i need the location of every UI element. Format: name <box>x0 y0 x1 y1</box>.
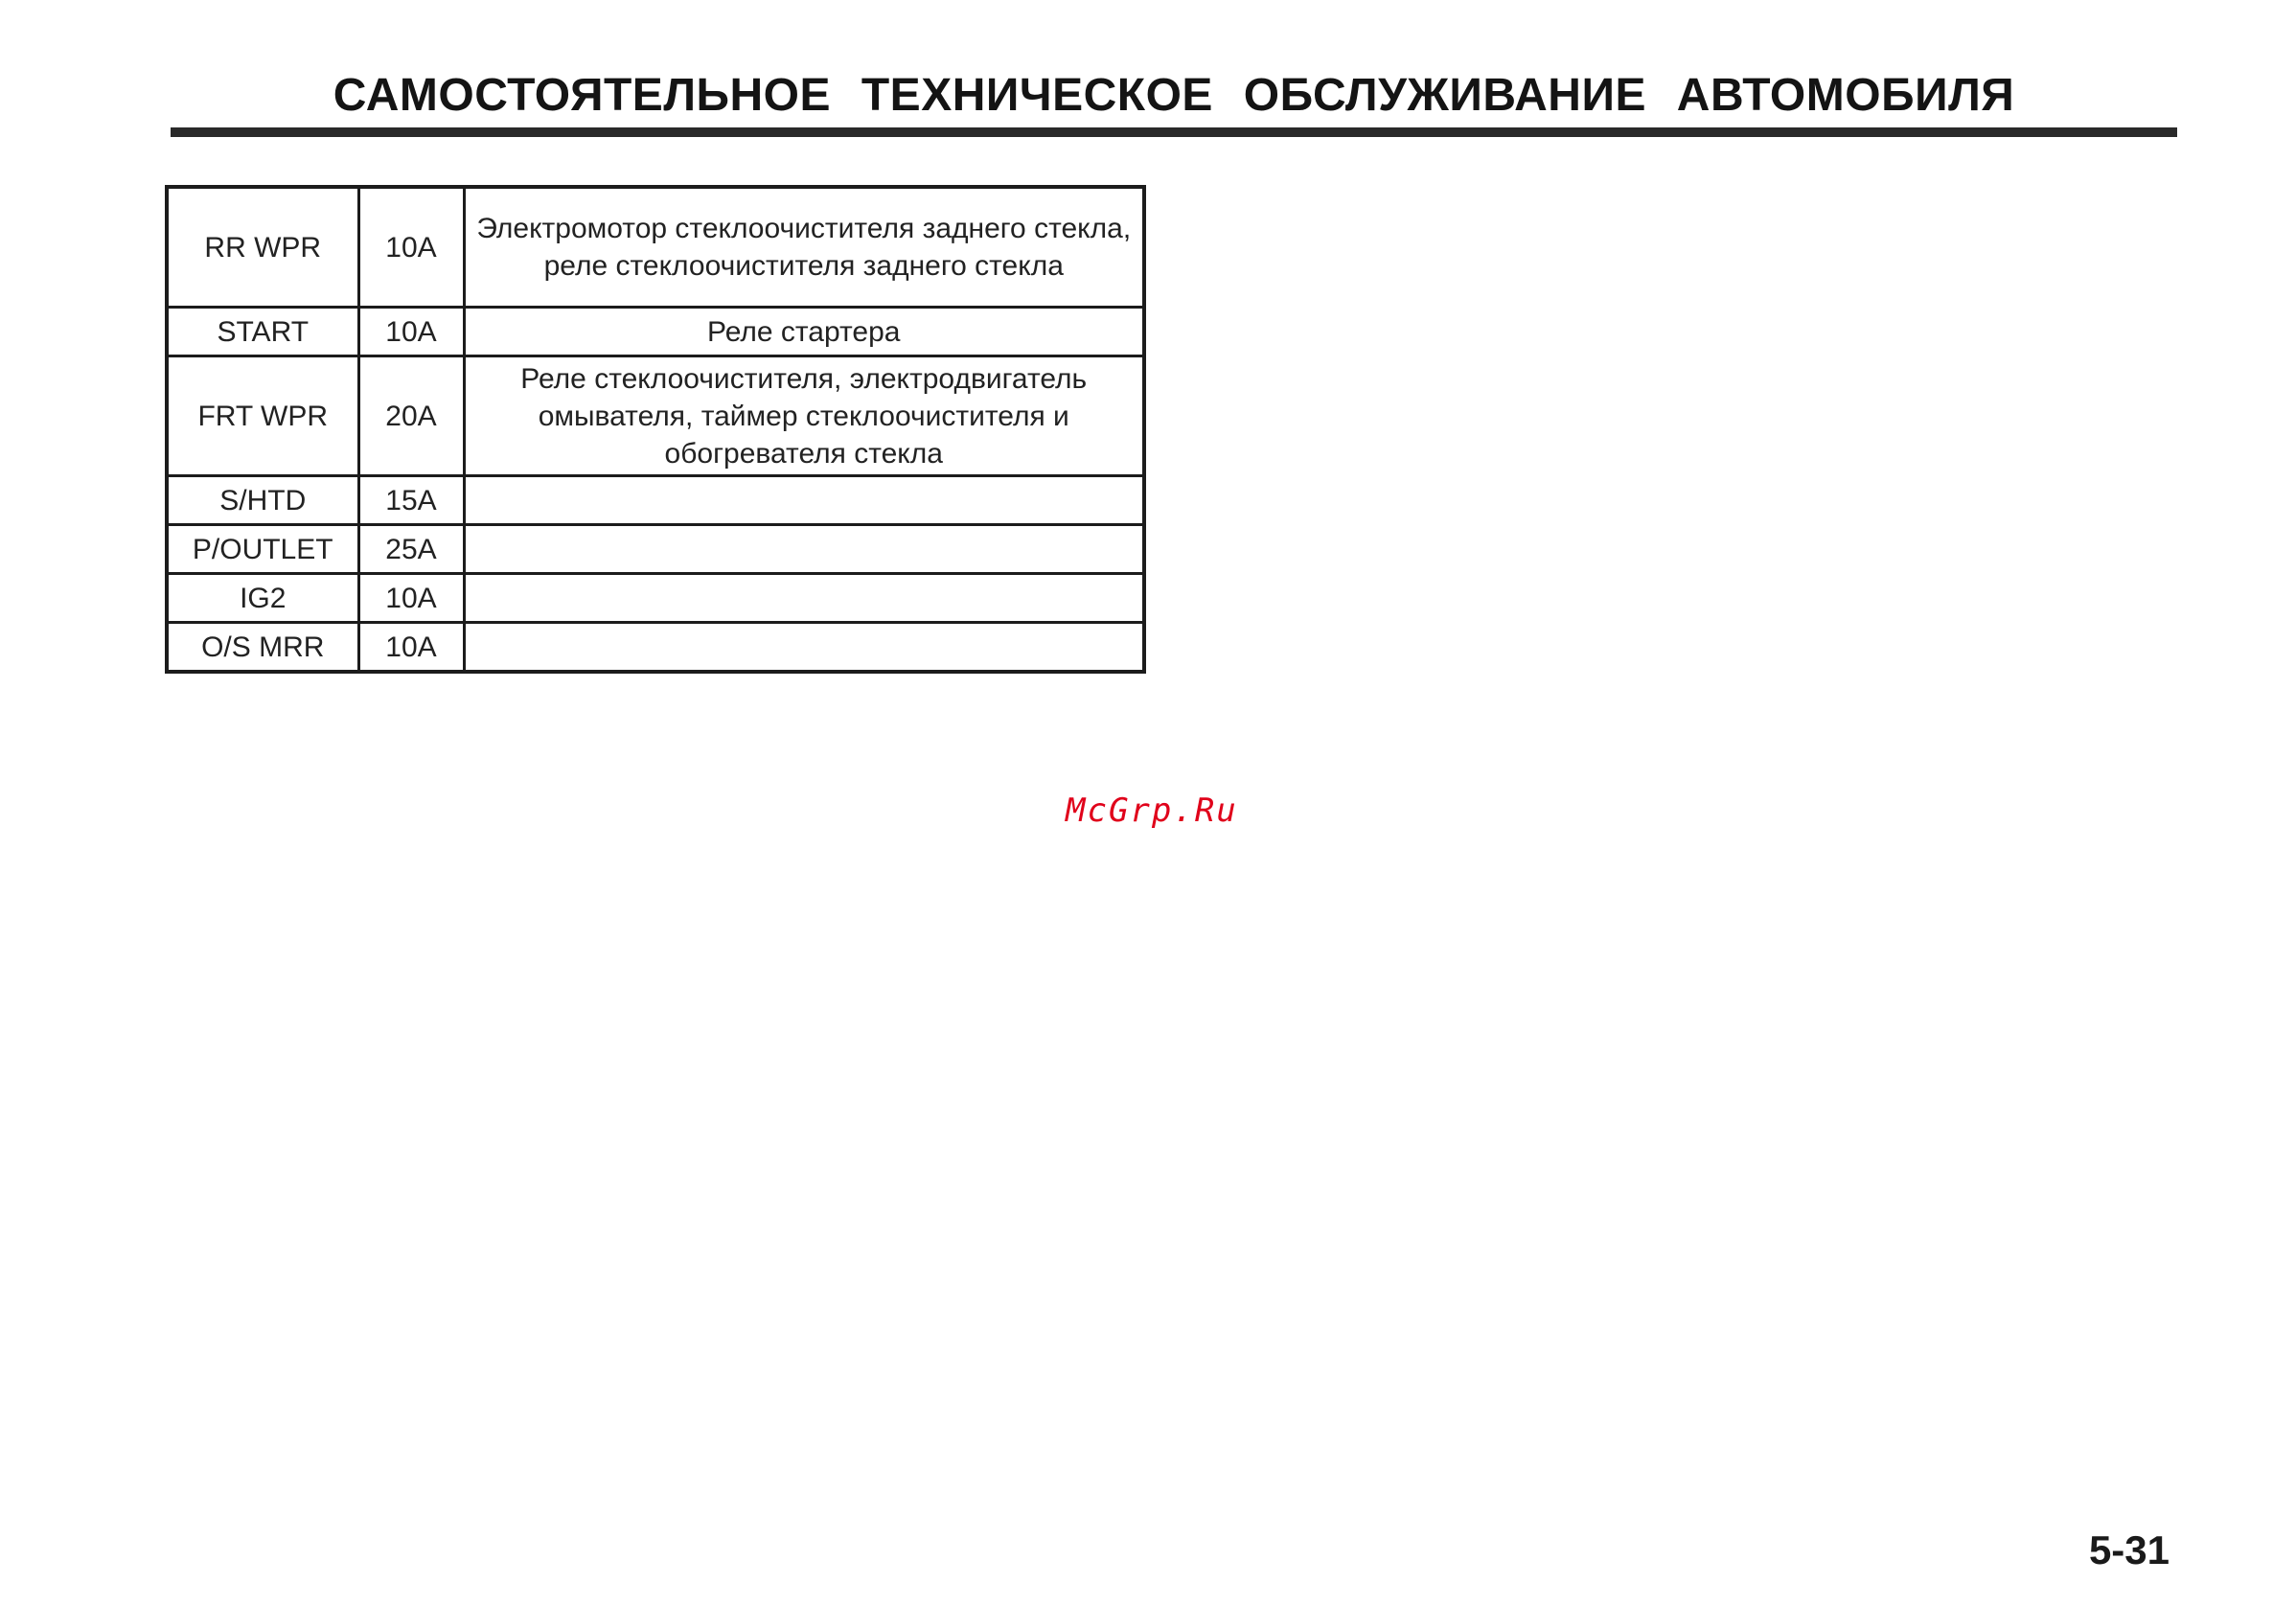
watermark-link[interactable]: McGrp.Ru <box>1066 792 1238 830</box>
title-rule <box>171 127 2177 137</box>
fuse-amp-cell: 10A <box>358 623 464 673</box>
fuse-desc-cell <box>464 476 1144 525</box>
page-header <box>171 0 2177 140</box>
table-row <box>167 187 1144 308</box>
fuse-name-cell: IG2 <box>167 574 358 623</box>
fuse-amp-cell: 10A <box>358 187 464 308</box>
table-row <box>167 623 1144 673</box>
table-row <box>167 476 1144 525</box>
fuse-name-cell: RR WPR <box>167 187 358 308</box>
table-row <box>167 525 1144 574</box>
fuse-amp-cell: 10A <box>358 574 464 623</box>
fuse-desc-cell <box>464 623 1144 673</box>
fuse-amp-cell: 25A <box>358 525 464 574</box>
fuse-table <box>165 185 1146 674</box>
fuse-desc-cell <box>464 525 1144 574</box>
page-number: 5-31 <box>2088 1527 2170 1572</box>
table-row <box>167 356 1144 476</box>
fuse-name-cell: P/OUTLET <box>167 525 358 574</box>
page-title: САМОСТОЯТЕЛЬНОЕ ТЕХНИЧЕСКОЕ ОБСЛУЖИВАНИЕ АВТОМОБИЛЯ <box>333 70 2015 121</box>
fuse-amp-cell: 10A <box>358 308 464 356</box>
table-row <box>167 574 1144 623</box>
fuse-desc-cell: Реле стеклоочистителя, электродвигатель омывателя, таймер стеклоочистителя и обогревателя стекла <box>464 356 1144 476</box>
fuse-name-cell: START <box>167 308 358 356</box>
fuse-desc-cell <box>464 574 1144 623</box>
fuse-name-cell: O/S MRR <box>167 623 358 673</box>
fuse-desc-cell: Реле стартера <box>464 308 1144 356</box>
fuse-name-cell: S/HTD <box>167 476 358 525</box>
fuse-name-cell: FRT WPR <box>167 356 358 476</box>
fuse-amp-cell: 15A <box>358 476 464 525</box>
fuse-desc-cell: Электромотор стеклоочистителя заднего стекла, реле стеклоочистителя заднего стекла <box>464 187 1144 308</box>
fuse-amp-cell: 20A <box>358 356 464 476</box>
table-row <box>167 308 1144 356</box>
